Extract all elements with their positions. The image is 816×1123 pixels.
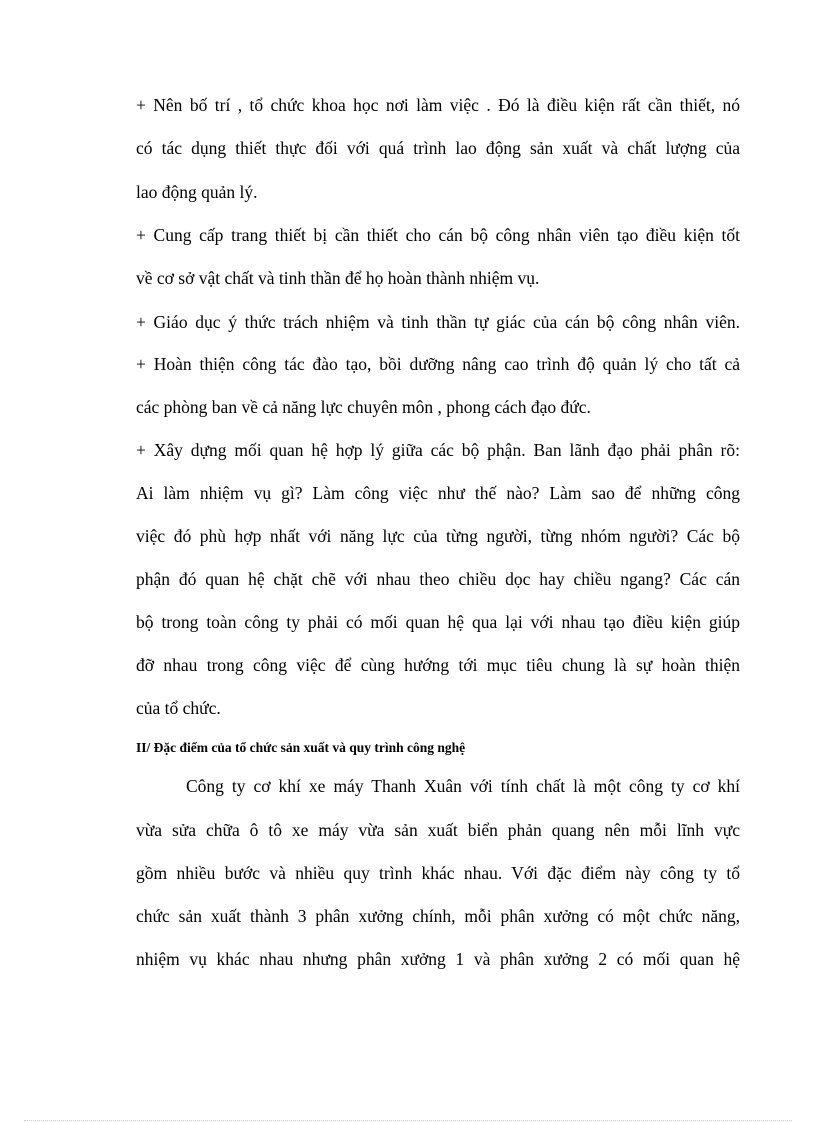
text-line: về cơ sở vật chất và tinh thần để họ hoàn thành nhiệm vụ.	[136, 268, 540, 288]
text-line: các phòng ban về cả năng lực chuyên môn , phong cách đạo đức.	[136, 397, 591, 417]
section-heading: II/ Đặc điểm của tổ chức sản xuất và quy trình công nghệ	[136, 740, 466, 755]
text-line: bộ trong toàn công ty phải có mối quan hệ qua lại với nhau tạo điều kiện giúp	[136, 612, 740, 632]
paragraph-line: Công ty cơ khí xe máy Thanh Xuân với tính chất là một công ty cơ khí	[186, 776, 740, 796]
text-line: việc đó phù hợp nhất với năng lực của từng người, từng nhóm người? Các bộ	[136, 526, 740, 546]
text-line: + Cung cấp trang thiết bị cần thiết cho cán bộ công nhân viên tạo điều kiện tốt	[136, 225, 740, 245]
text-line: của tổ chức.	[136, 698, 221, 718]
text-line: có tác dụng thiết thực đối với quá trình lao động sản xuất và chất lượng của	[136, 138, 740, 158]
text-line: lao động quản lý.	[136, 182, 258, 202]
text-line: + Hoàn thiện công tác đào tạo, bồi dưỡng nâng cao trình độ quản lý cho tất cả	[136, 354, 740, 374]
text-line: + Xây dựng mối quan hệ hợp lý giữa các bộ phận. Ban lãnh đạo phải phân rõ:	[136, 440, 740, 460]
text-line: + Giáo dục ý thức trách nhiệm và tinh thần tự giác của cán bộ công nhân viên.	[136, 312, 740, 332]
text-line: đỡ nhau trong công việc để cùng hướng tới mục tiêu chung là sự hoàn thiện	[136, 655, 740, 675]
paragraph-line: vừa sửa chữa ô tô xe máy vừa sản xuất biển phản quang nên mỗi lĩnh vực	[136, 820, 740, 840]
text-line: Ai làm nhiệm vụ gì? Làm công việc như thế nào? Làm sao để những công	[136, 483, 740, 503]
page-bottom-divider	[24, 1120, 792, 1121]
text-line: phận đó quan hệ chặt chẽ với nhau theo chiều dọc hay chiều ngang? Các cán	[136, 569, 740, 589]
paragraph-line: nhiệm vụ khác nhau nhưng phân xưởng 1 và phân xưởng 2 có mối quan hệ	[136, 949, 740, 969]
paragraph-line: chức sản xuất thành 3 phân xưởng chính, mỗi phân xưởng có một chức năng,	[136, 906, 740, 926]
paragraph-line: gồm nhiều bước và nhiều quy trình khác nhau. Với đặc điểm này công ty tổ	[136, 863, 740, 883]
text-line: + Nên bố trí , tổ chức khoa học nơi làm việc . Đó là điều kiện rất cần thiết, nó	[136, 95, 740, 115]
